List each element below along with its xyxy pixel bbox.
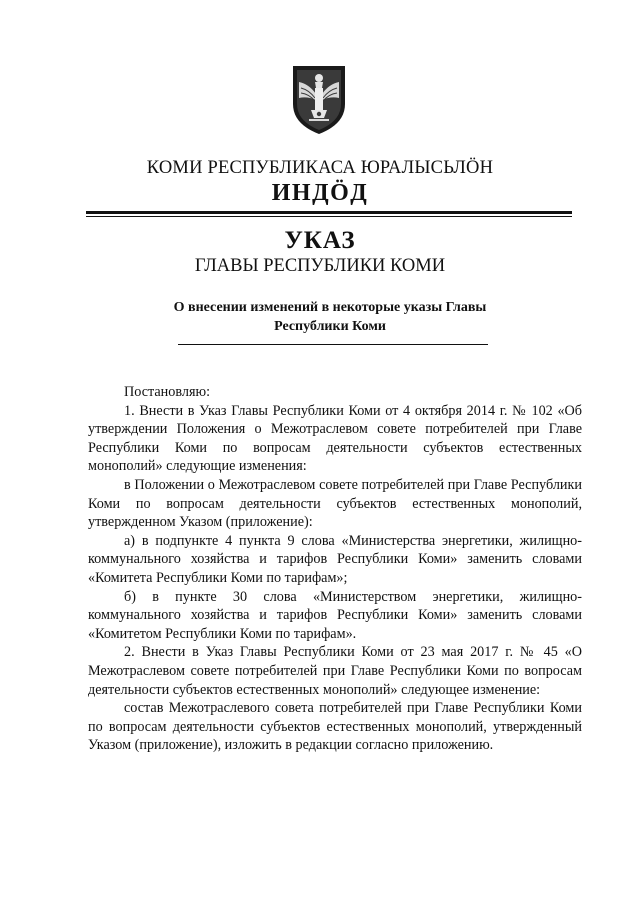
body-paragraph-6: состав Межотраслевого совета потребителей при Главе Республики Коми по вопросам деятельности субъектов естественных монополий, утвержденный Указом (приложение), изложить в редакции согласно приложению. [88, 700, 582, 754]
decree-body [88, 383, 582, 755]
body-paragraph-4: б) в пункте 30 слова «Министерством энергетики, жилищно-коммунального хозяйства и тарифов Республики Коми» заменить словами «Комитетом Республики Коми по тарифам». [88, 588, 582, 642]
subject-underline [178, 344, 488, 345]
header-divider-thick [86, 211, 572, 214]
decree-subject-line-1: О внесении изменений в некоторые указы Главы [173, 300, 487, 315]
body-paragraph-2: в Положении о Межотраслевом совете потребителей при Главе Республики Коми по вопросам деятельности субъектов естественных монополий, утвержденном Указом (приложение): [88, 476, 582, 531]
body-paragraph-5: 2. Внести в Указ Главы Республики Коми от 23 мая 2017 г. № 45 «О Межотраслевом совете потребителей при Главе Республики Коми по вопросам деятельности субъектов естественных монополий» следующее изменение: [88, 644, 582, 698]
decree-resolution-word: Постановляю: [124, 384, 211, 400]
komi-decree-word: ИНДÖД [271, 180, 369, 206]
komi-republic-title: КОМИ РЕСПУБЛИКАСА ЮРАЛЫСЬЛÖН [146, 158, 494, 178]
head-of-republic-title: ГЛАВЫ РЕСПУБЛИКИ КОМИ [194, 256, 446, 276]
decree-title: УКАЗ [284, 227, 356, 254]
decree-subject-line-2: Республики Коми [274, 319, 386, 334]
decree-subject [160, 298, 500, 336]
header-divider-thin [86, 216, 572, 217]
komi-coat-of-arms-icon [291, 64, 347, 136]
body-paragraph-1: 1. Внести в Указ Главы Республики Коми от 4 октября 2014 г. № 102 «Об утверждении Положения о Межотраслевом совете потребителей при Главе Республики Коми по вопросам деятельности субъектов естественных монополий» следующие изменения: [88, 402, 582, 475]
body-paragraph-3: а) в подпункте 4 пункта 9 слова «Министерства энергетики, жилищно-коммунального хозяйства и тарифов Республики Коми» заменить словами «Комитета Республики Коми по тарифам»; [88, 532, 582, 586]
